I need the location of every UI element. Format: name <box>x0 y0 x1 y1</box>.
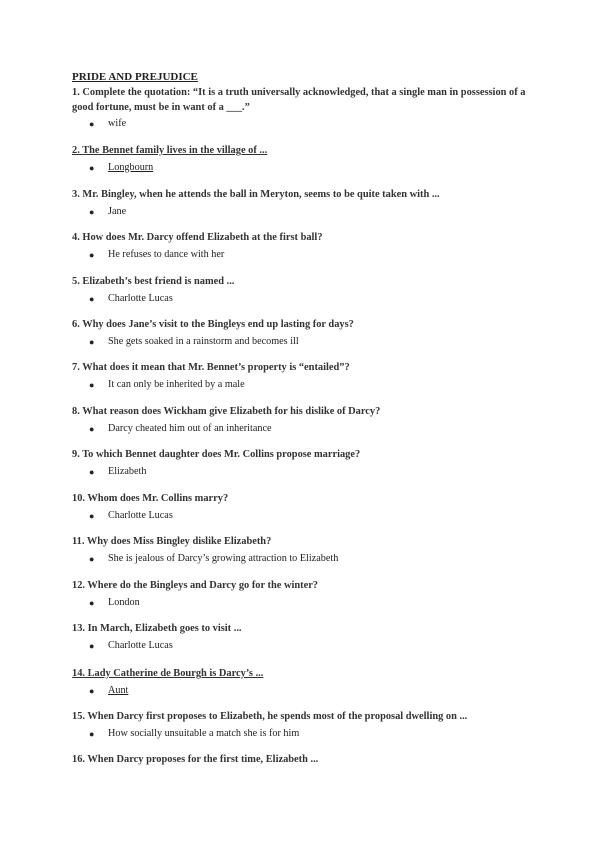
answer-text: Charlotte Lucas <box>108 639 173 651</box>
document-title: PRIDE AND PREJUDICE <box>72 71 198 83</box>
question-item <box>72 753 542 768</box>
question-item <box>72 448 542 479</box>
answer-item <box>72 727 542 741</box>
answer-item <box>72 639 542 653</box>
bullet-icon: ● <box>89 597 95 608</box>
answer-item <box>72 248 542 262</box>
question-item <box>72 405 542 436</box>
answer-item <box>72 552 542 566</box>
bullet-icon: ● <box>89 423 95 434</box>
answer-item <box>72 509 542 523</box>
bullet-icon: ● <box>89 685 95 696</box>
answer-item <box>72 335 542 349</box>
question-text: 16. When Darcy proposes for the first time, Elizabeth ... <box>72 754 319 765</box>
question-item <box>72 710 542 741</box>
question-item <box>72 535 542 566</box>
answer-text: She is jealous of Darcy’s growing attraction to Elizabeth <box>108 552 339 564</box>
answer-item <box>72 117 542 131</box>
bullet-icon: ● <box>89 249 95 260</box>
question-text: 5. Elizabeth’s best friend is named ... <box>72 276 235 287</box>
question-item <box>72 188 542 219</box>
bullet-icon: ● <box>89 336 95 347</box>
answer-item <box>72 205 542 219</box>
answer-text: Charlotte Lucas <box>108 292 173 304</box>
bullet-icon: ● <box>89 379 95 390</box>
question-item <box>72 144 542 175</box>
question-item <box>72 492 542 523</box>
bullet-icon: ● <box>89 293 95 304</box>
question-text: 3. Mr. Bingley, when he attends the ball in Meryton, seems to be quite taken with ... <box>72 189 440 200</box>
answer-item <box>72 422 542 436</box>
answer-text: He refuses to dance with her <box>108 248 225 260</box>
question-text: 9. To which Bennet daughter does Mr. Collins propose marriage? <box>72 449 361 460</box>
answer-text: Elizabeth <box>108 465 147 477</box>
bullet-icon: ● <box>89 119 95 129</box>
answer-item <box>72 161 542 175</box>
answer-item <box>72 292 542 306</box>
question-text: 15. When Darcy first proposes to Elizabeth, he spends most of the proposal dwelling on ... <box>72 711 468 722</box>
question-text: 2. The Bennet family lives in the village of ... <box>72 145 268 156</box>
question-text: 10. Whom does Mr. Collins marry? <box>72 493 229 504</box>
bullet-icon: ● <box>89 510 95 521</box>
question-item <box>72 86 542 131</box>
question-text: 7. What does it mean that Mr. Bennet’s property is “entailed”? <box>72 362 350 373</box>
question-text: 1. Complete the quotation: “It is a truth universally acknowledged, that a single man in possession of a good fortune, must be in want of a ___.” <box>72 87 526 113</box>
answer-text: Charlotte Lucas <box>108 509 173 521</box>
bullet-icon: ● <box>89 466 95 477</box>
question-item <box>72 275 542 306</box>
answer-item <box>72 378 542 392</box>
question-text: 14. Lady Catherine de Bourgh is Darcy’s ... <box>72 668 264 679</box>
bullet-icon: ● <box>89 162 95 173</box>
answer-text: It can only be inherited by a male <box>108 378 245 390</box>
question-item <box>72 579 542 610</box>
question-text: 11. Why does Miss Bingley dislike Elizabeth? <box>72 536 272 547</box>
question-item <box>72 231 542 262</box>
bullet-icon: ● <box>89 553 95 564</box>
answer-text: How socially unsuitable a match she is for him <box>108 727 300 739</box>
answer-text: Aunt <box>108 684 129 696</box>
answer-text: Jane <box>108 205 127 217</box>
bullet-icon: ● <box>89 728 95 739</box>
question-text: 6. Why does Jane’s visit to the Bingleys end up lasting for days? <box>72 319 354 330</box>
question-item <box>72 667 542 698</box>
question-item <box>72 318 542 349</box>
answer-text: wife <box>108 118 127 129</box>
answer-text: Darcy cheated him out of an inheritance <box>108 422 272 434</box>
bullet-icon: ● <box>89 206 95 217</box>
answer-text: Longbourn <box>108 161 154 173</box>
question-text: 13. In March, Elizabeth goes to visit ... <box>72 623 242 634</box>
answer-item <box>72 596 542 610</box>
question-item <box>72 361 542 392</box>
question-text: 12. Where do the Bingleys and Darcy go for the winter? <box>72 580 319 591</box>
answer-text: London <box>108 596 140 608</box>
bullet-icon: ● <box>89 640 95 651</box>
question-item <box>72 622 542 653</box>
answer-text: She gets soaked in a rainstorm and becomes ill <box>108 335 299 347</box>
question-text: 8. What reason does Wickham give Elizabeth for his dislike of Darcy? <box>72 406 381 417</box>
answer-item <box>72 465 542 479</box>
question-text: 4. How does Mr. Darcy offend Elizabeth at the first ball? <box>72 232 323 243</box>
answer-item <box>72 684 542 698</box>
